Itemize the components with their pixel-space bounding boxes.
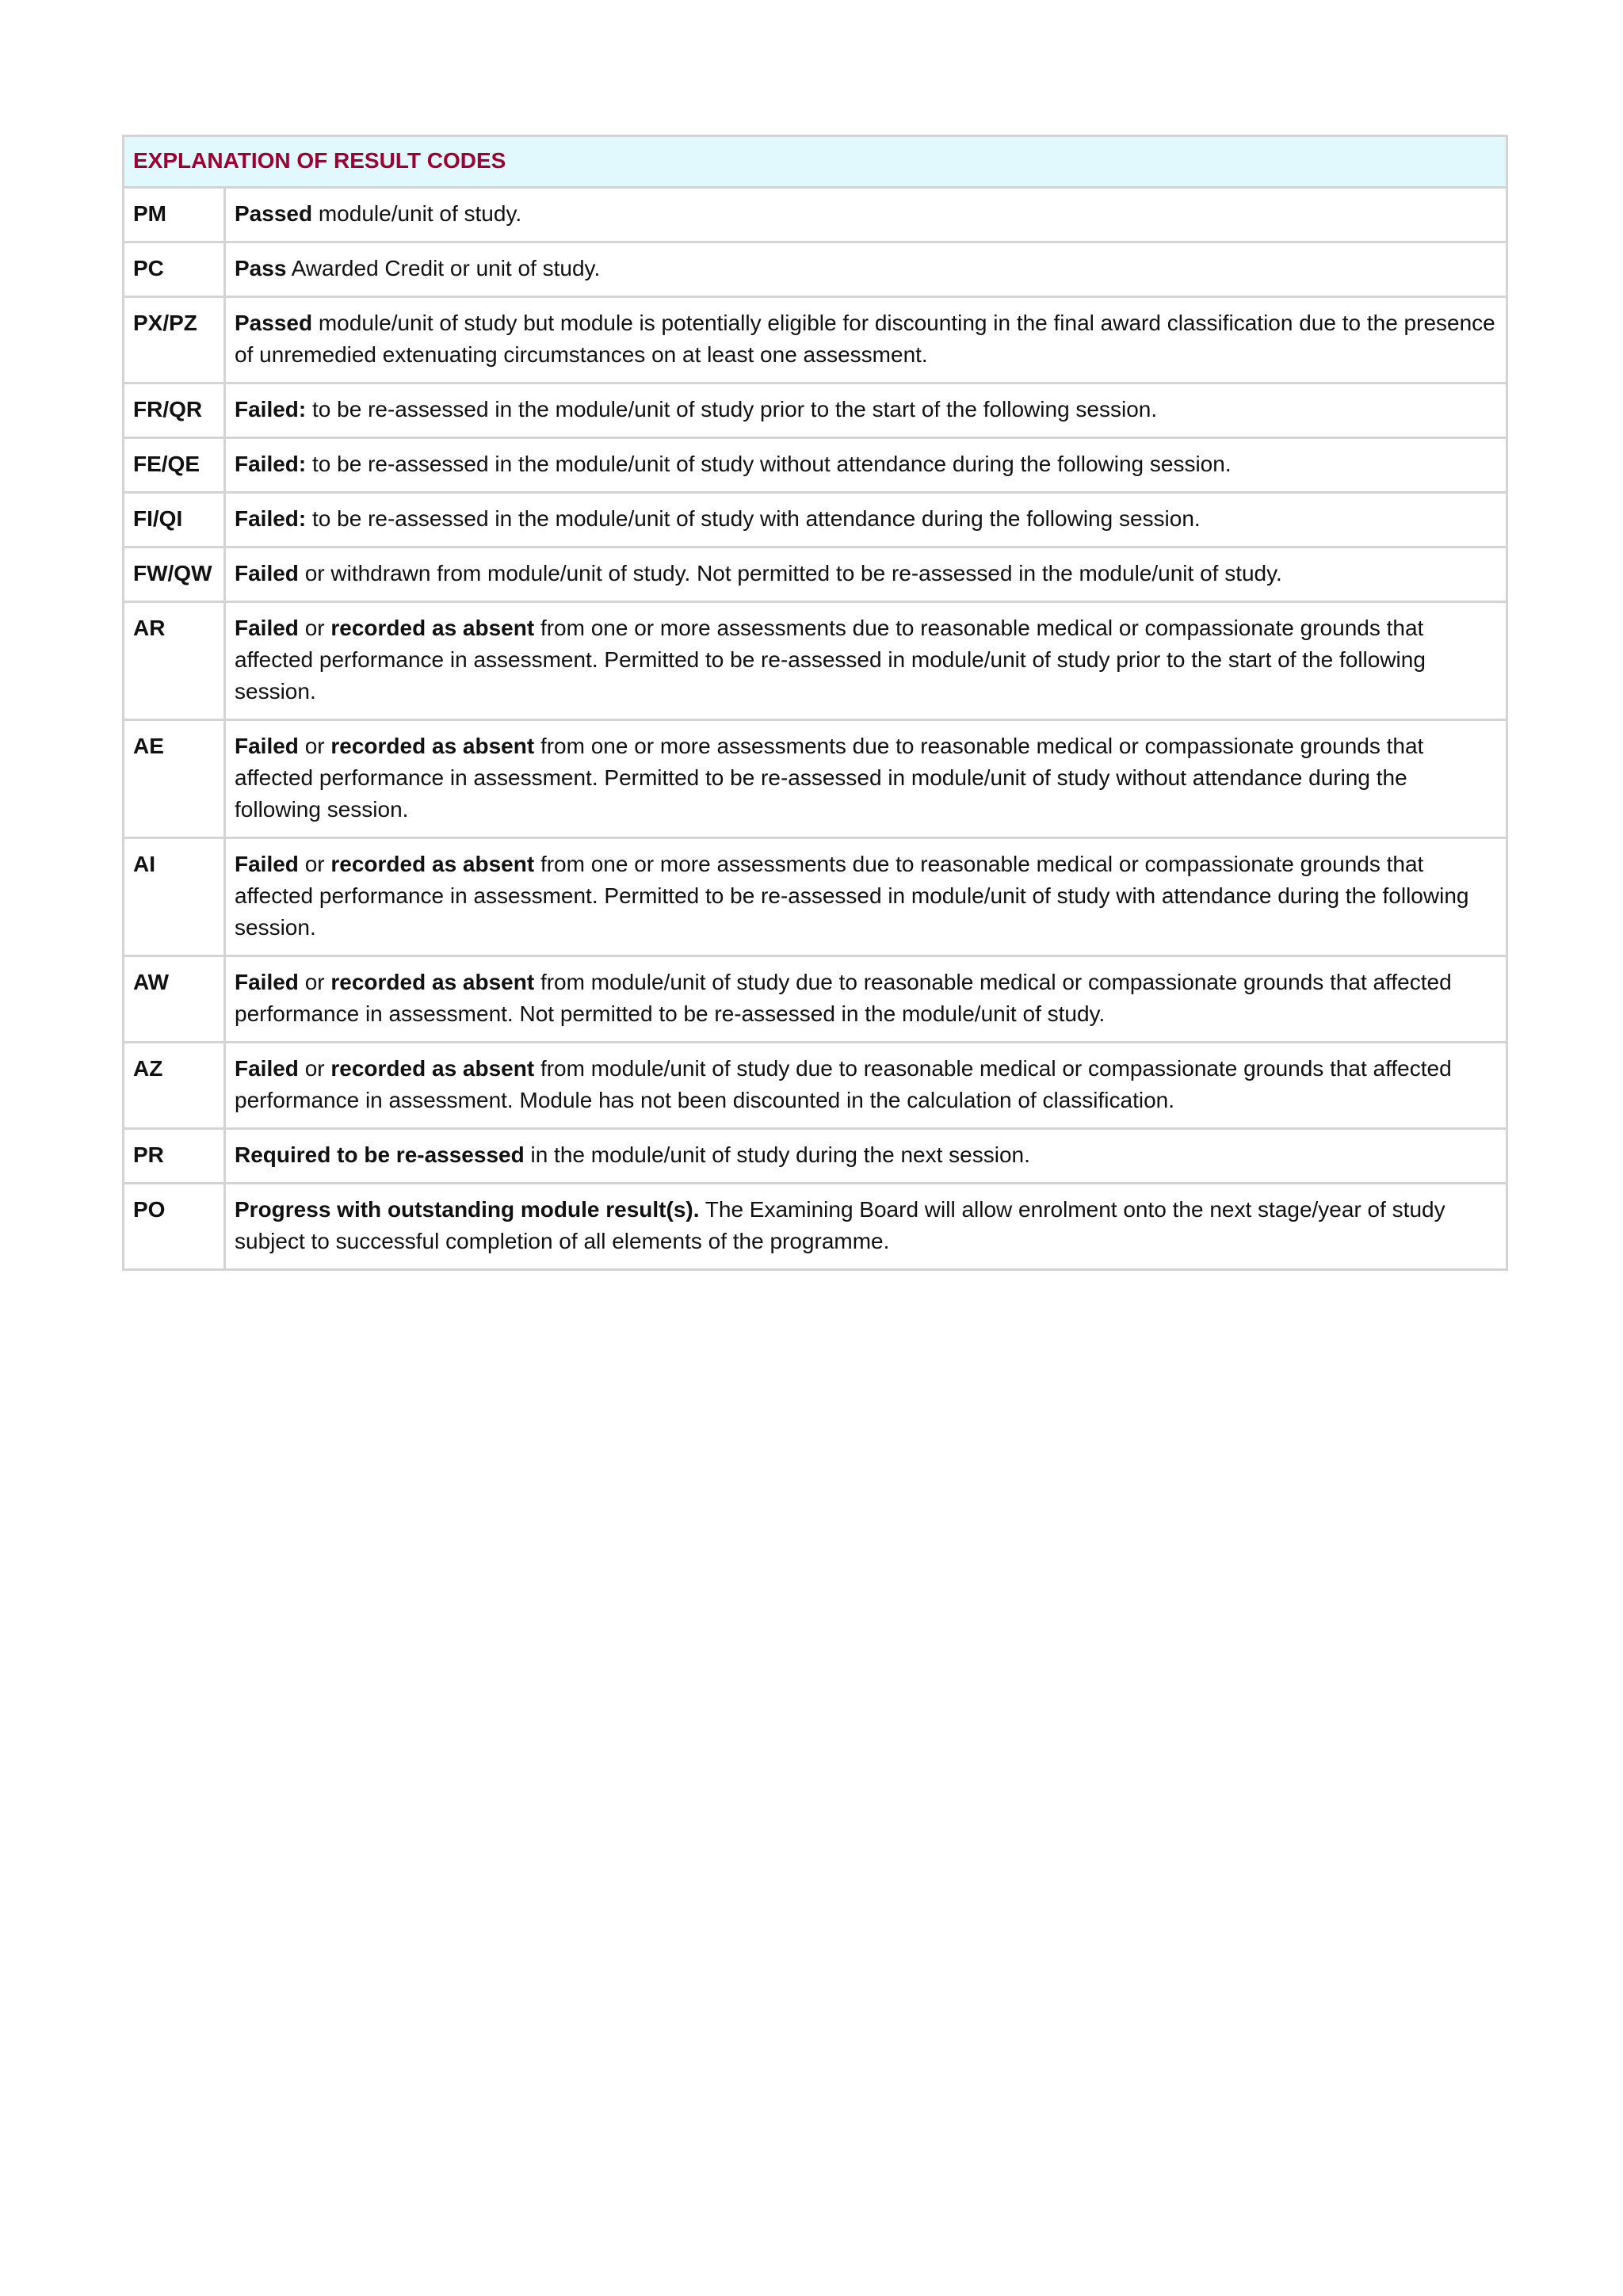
description-emphasis: Failed:: [235, 452, 307, 476]
result-code: FE/QE: [124, 438, 225, 493]
result-code-description: [225, 493, 1507, 547]
result-code-description: [225, 188, 1507, 242]
description-emphasis: recorded as absent: [330, 970, 535, 994]
table-row: [124, 838, 1507, 956]
result-code: PO: [124, 1184, 225, 1270]
description-emphasis: Passed: [235, 311, 313, 335]
table-row: [124, 547, 1507, 602]
result-code: PC: [124, 242, 225, 297]
table-row: [124, 188, 1507, 242]
description-emphasis: Failed: [235, 561, 299, 585]
description-emphasis: Failed: [235, 970, 299, 994]
description-text: module/unit of study but module is potentially eligible for discounting in the final award classification due to the presence of unremedied extenuating circumstances on at least one assessment.: [235, 311, 1495, 367]
description-emphasis: recorded as absent: [330, 616, 535, 640]
result-code: AI: [124, 838, 225, 956]
result-code-description: [225, 1043, 1507, 1129]
description-text: The Examining Board will allow enrolment onto the next stage/year of study subject to successful completion of all elements of the programme.: [235, 1197, 1445, 1253]
result-codes-body: [124, 136, 1507, 1270]
description-text: from one or more assessments due to reasonable medical or compassionate grounds that affected performance in assessment. Permitted to be re-assessed in module/unit of study prior to the start of the following session.: [235, 616, 1426, 704]
result-code-description: [225, 838, 1507, 956]
description-emphasis: Failed: [235, 734, 299, 758]
description-emphasis: recorded as absent: [330, 734, 535, 758]
result-code: AR: [124, 602, 225, 720]
result-code: AZ: [124, 1043, 225, 1129]
result-code-description: [225, 720, 1507, 838]
description-emphasis: recorded as absent: [330, 852, 535, 876]
description-text: to be re-assessed in the module/unit of study with attendance during the following session.: [306, 506, 1201, 531]
table-row: [124, 1184, 1507, 1270]
description-emphasis: Failed:: [235, 397, 307, 421]
result-code-description: [225, 242, 1507, 297]
description-text: or: [298, 734, 331, 758]
table-row: [124, 242, 1507, 297]
table-row: [124, 956, 1507, 1043]
description-text: or withdrawn from module/unit of study. Not permitted to be re-assessed in the module/unit of study.: [298, 561, 1282, 585]
table-row: [124, 383, 1507, 438]
result-code: FW/QW: [124, 547, 225, 602]
result-code: AW: [124, 956, 225, 1043]
description-emphasis: Failed:: [235, 506, 307, 531]
result-codes-table: [122, 135, 1508, 1271]
result-code-description: [225, 547, 1507, 602]
table-row: [124, 1129, 1507, 1184]
description-text: or: [298, 852, 331, 876]
description-text: or: [298, 616, 331, 640]
description-text: or: [298, 970, 331, 994]
description-text: module/unit of study.: [312, 201, 522, 226]
result-code-description: [225, 602, 1507, 720]
result-code-description: [225, 1129, 1507, 1184]
result-code: PX/PZ: [124, 297, 225, 383]
description-emphasis: Progress with outstanding module result(s).: [235, 1197, 700, 1222]
result-code-description: [225, 297, 1507, 383]
table-row: [124, 297, 1507, 383]
result-code-description: [225, 1184, 1507, 1270]
description-emphasis: Pass: [235, 256, 287, 280]
table-row: [124, 1043, 1507, 1129]
table-row: [124, 438, 1507, 493]
description-text: in the module/unit of study during the next session.: [524, 1142, 1030, 1167]
table-row: [124, 602, 1507, 720]
table-row: [124, 493, 1507, 547]
table-title: EXPLANATION OF RESULT CODES: [124, 136, 1507, 188]
result-code: PM: [124, 188, 225, 242]
result-code: PR: [124, 1129, 225, 1184]
result-code: AE: [124, 720, 225, 838]
description-emphasis: recorded as absent: [330, 1056, 535, 1081]
description-text: or: [298, 1056, 331, 1081]
description-text: from one or more assessments due to reasonable medical or compassionate grounds that affected performance in assessment. Permitted to be re-assessed in module/unit of study with attendance during the following session.: [235, 852, 1469, 940]
description-text: from one or more assessments due to reasonable medical or compassionate grounds that affected performance in assessment. Permitted to be re-assessed in module/unit of study without attendance during the following session.: [235, 734, 1424, 822]
description-emphasis: Passed: [235, 201, 313, 226]
description-text: Awarded Credit or unit of study.: [286, 256, 601, 280]
description-emphasis: Failed: [235, 616, 299, 640]
description-emphasis: Failed: [235, 852, 299, 876]
result-code: FR/QR: [124, 383, 225, 438]
description-text: to be re-assessed in the module/unit of study prior to the start of the following session.: [306, 397, 1158, 421]
description-text: from module/unit of study due to reasonable medical or compassionate grounds that affected performance in assessment. Not permitted to be re-assessed in the module/unit of study.: [235, 970, 1452, 1026]
description-emphasis: Failed: [235, 1056, 299, 1081]
table-row: [124, 720, 1507, 838]
description-text: from module/unit of study due to reasonable medical or compassionate grounds that affected performance in assessment. Module has not been discounted in the calculation of classification.: [235, 1056, 1452, 1112]
result-code-description: [225, 438, 1507, 493]
description-text: to be re-assessed in the module/unit of study without attendance during the following session.: [306, 452, 1232, 476]
result-code-description: [225, 383, 1507, 438]
result-code: FI/QI: [124, 493, 225, 547]
table-header-row: [124, 136, 1507, 188]
description-emphasis: Required to be re-assessed: [235, 1142, 525, 1167]
result-code-description: [225, 956, 1507, 1043]
